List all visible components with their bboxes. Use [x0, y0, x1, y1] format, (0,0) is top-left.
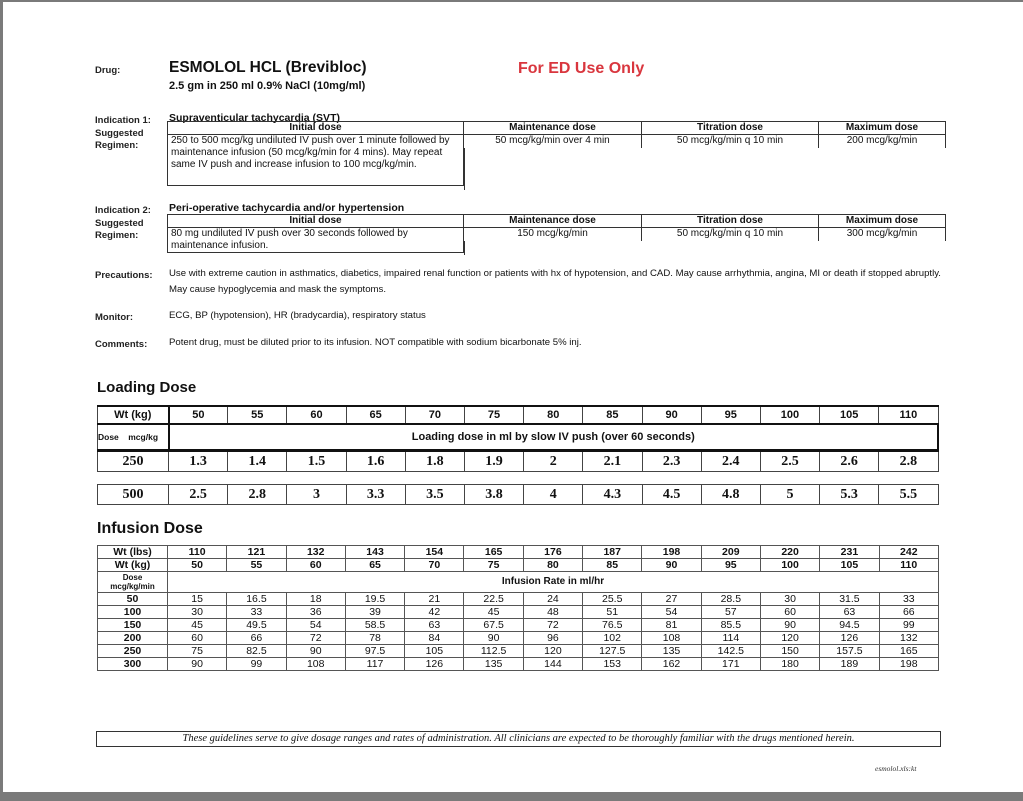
- rate-cell: 72: [286, 632, 345, 645]
- rate-cell: 19.5: [345, 593, 404, 606]
- rate-cell: 39: [345, 606, 404, 619]
- rate-cell: 33: [227, 606, 286, 619]
- rate-cell: 85.5: [701, 619, 760, 632]
- lbs-cell: 143: [345, 546, 404, 559]
- rate-cell: 31.5: [820, 593, 879, 606]
- rate-cell: 112.5: [464, 645, 523, 658]
- rate-cell: 162: [642, 658, 701, 671]
- rate-cell: 108: [286, 658, 345, 671]
- rate-cell: 45: [168, 619, 227, 632]
- value-cell: 4.8: [701, 485, 760, 505]
- value-cell: 2: [524, 451, 583, 472]
- infusion-row: [98, 658, 939, 671]
- value-cell: 4.5: [642, 485, 701, 505]
- rate-cell: 99: [879, 619, 938, 632]
- rate-cell: 58.5: [345, 619, 404, 632]
- rate-cell: 28.5: [701, 593, 760, 606]
- drug-label: Drug:: [95, 65, 121, 76]
- rate-cell: 108: [642, 632, 701, 645]
- rate-cell: 82.5: [227, 645, 286, 658]
- indication-1-labels: [95, 115, 151, 153]
- rate-cell: 84: [405, 632, 464, 645]
- rate-cell: 97.5: [345, 645, 404, 658]
- rate-cell: 135: [464, 658, 523, 671]
- col-maximum-dose: Maximum dose: [819, 122, 946, 135]
- dose-unit: mcg/kg: [128, 432, 159, 442]
- value-cell: 2.8: [879, 451, 938, 472]
- indication-1-title: Supraventicular tachycardia (SVT): [169, 112, 340, 124]
- monitor-label: Monitor:: [95, 312, 133, 323]
- lbs-cell: 187: [583, 546, 642, 559]
- value-cell: 3.8: [464, 485, 523, 505]
- rate-cell: 75: [168, 645, 227, 658]
- rate-cell: 48: [523, 606, 582, 619]
- infusion-row: [98, 645, 939, 658]
- value-cell: 1.6: [346, 451, 405, 472]
- weight-cell: 80: [524, 406, 583, 424]
- rate-cell: 21: [405, 593, 464, 606]
- value-cell: 5.3: [820, 485, 879, 505]
- weight-cell: 70: [405, 406, 464, 424]
- weight-cell: 110: [879, 406, 938, 424]
- rate-cell: 15: [168, 593, 227, 606]
- rate-cell: 114: [701, 632, 760, 645]
- drug-concentration: 2.5 gm in 250 ml 0.9% NaCl (10mg/ml): [169, 80, 366, 92]
- loading-caption: Loading dose in ml by slow IV push (over 60 seconds): [169, 424, 939, 451]
- value-cell: 3.3: [346, 485, 405, 505]
- rate-cell: 90: [464, 632, 523, 645]
- rate-cell: 90: [168, 658, 227, 671]
- col-initial-dose: Initial dose: [168, 122, 464, 135]
- initial-dose-value: 250 to 500 mcg/kg undiluted IV push over 1 minute followed by maintenance infusion (50 mcg/kg/min for 4 mins). May repeat same IV push and increase infusion to 100 mcg/kg/min.: [168, 135, 464, 186]
- rate-cell: 132: [879, 632, 938, 645]
- comments-text: Potent drug, must be diluted prior to its infusion. NOT compatible with sodium bicarbonate 5% inj.: [169, 337, 582, 348]
- rate-cell: 24: [523, 593, 582, 606]
- dose-cell: 100: [98, 606, 168, 619]
- rate-cell: 81: [642, 619, 701, 632]
- weight-cell: 90: [642, 406, 701, 424]
- lbs-cell: 220: [760, 546, 819, 559]
- rate-cell: 30: [168, 606, 227, 619]
- kg-row: [98, 559, 939, 572]
- weight-cell: 55: [228, 406, 287, 424]
- rate-cell: 78: [345, 632, 404, 645]
- rate-cell: 126: [820, 632, 879, 645]
- lbs-cell: 231: [820, 546, 879, 559]
- value-cell: 5.5: [879, 485, 938, 505]
- initial-dose-value: 80 mg undiluted IV push over 30 seconds followed by maintenance infusion.: [168, 228, 464, 253]
- regimen-mask: [464, 148, 951, 190]
- rate-cell: 66: [227, 632, 286, 645]
- value-cell: 4: [524, 485, 583, 505]
- rate-cell: 54: [286, 619, 345, 632]
- lbs-row: [98, 546, 939, 559]
- dose-cell: 50: [98, 593, 168, 606]
- rate-cell: 144: [523, 658, 582, 671]
- rate-cell: 135: [642, 645, 701, 658]
- rate-cell: 36: [286, 606, 345, 619]
- dose-cell: 150: [98, 619, 168, 632]
- wt-lbs-label: Wt (lbs): [98, 546, 168, 559]
- kg-cell: 50: [168, 559, 227, 572]
- weight-cell: 95: [701, 406, 760, 424]
- col-maintenance-dose: Maintenance dose: [464, 122, 642, 135]
- document-page: [3, 2, 1023, 792]
- rate-cell: 120: [760, 632, 819, 645]
- file-name: esmolol.xls:kt: [875, 764, 917, 773]
- indication-1-label: Indication 1:: [95, 115, 151, 126]
- rate-cell: 27: [642, 593, 701, 606]
- precautions-label: Precautions:: [95, 270, 153, 281]
- value-cell: 2.5: [169, 485, 228, 505]
- kg-cell: 110: [879, 559, 938, 572]
- value-cell: 1.9: [464, 451, 523, 472]
- value-cell: 2.1: [583, 451, 642, 472]
- infusion-dose-table: [97, 545, 939, 671]
- rate-cell: 22.5: [464, 593, 523, 606]
- rate-cell: 49.5: [227, 619, 286, 632]
- rate-cell: 189: [820, 658, 879, 671]
- weight-cell: 105: [820, 406, 879, 424]
- spacer-row: [98, 472, 939, 485]
- regimen-header-row: [168, 122, 946, 135]
- rate-cell: 67.5: [464, 619, 523, 632]
- kg-cell: 75: [464, 559, 523, 572]
- rate-cell: 117: [345, 658, 404, 671]
- lbs-cell: 110: [168, 546, 227, 559]
- value-cell: 1.8: [405, 451, 464, 472]
- disclaimer-box: These guidelines serve to give dosage ranges and rates of administration. All clinicians are expected to be thoroughly familiar with the drugs mentioned herein.: [96, 731, 941, 747]
- value-cell: 1.4: [228, 451, 287, 472]
- regimen-mask: [464, 241, 951, 255]
- titration-dose-value: 50 mcg/kg/min q 10 min: [642, 135, 819, 186]
- rate-cell: 99: [227, 658, 286, 671]
- rate-cell: 16.5: [227, 593, 286, 606]
- rate-cell: 96: [523, 632, 582, 645]
- infusion-row: [98, 619, 939, 632]
- maximum-dose-value: 300 mcg/kg/min: [819, 228, 946, 253]
- kg-cell: 100: [760, 559, 819, 572]
- indication-2-label: Indication 2:: [95, 205, 151, 216]
- loading-dose-table: [97, 405, 939, 505]
- suggested-label: Suggested: [95, 217, 144, 229]
- rate-cell: 63: [820, 606, 879, 619]
- lbs-cell: 165: [464, 546, 523, 559]
- rate-cell: 90: [760, 619, 819, 632]
- caption-row: [98, 572, 939, 593]
- dose-cell: 200: [98, 632, 168, 645]
- drug-name: ESMOLOL HCL (Brevibloc): [169, 59, 367, 76]
- lbs-cell: 209: [701, 546, 760, 559]
- dose-cell: 300: [98, 658, 168, 671]
- rate-cell: 157.5: [820, 645, 879, 658]
- rate-cell: 198: [879, 658, 938, 671]
- col-titration-dose: Titration dose: [642, 122, 819, 135]
- comments-label: Comments:: [95, 339, 148, 350]
- value-cell: 3.5: [405, 485, 464, 505]
- value-cell: 1.5: [287, 451, 346, 472]
- dose-cell: 250: [98, 451, 169, 472]
- kg-cell: 105: [820, 559, 879, 572]
- dose-cell: 500: [98, 485, 169, 505]
- rate-cell: 142.5: [701, 645, 760, 658]
- rate-cell: 126: [405, 658, 464, 671]
- value-cell: 2.8: [228, 485, 287, 505]
- lbs-cell: 154: [405, 546, 464, 559]
- kg-cell: 65: [345, 559, 404, 572]
- weight-row: [98, 406, 939, 424]
- maximum-dose-value: 200 mcg/kg/min: [819, 135, 946, 186]
- value-cell: 2.5: [760, 451, 819, 472]
- rate-cell: 60: [168, 632, 227, 645]
- value-cell: 4.3: [583, 485, 642, 505]
- col-maintenance-dose: Maintenance dose: [464, 215, 642, 228]
- kg-cell: 70: [405, 559, 464, 572]
- monitor-text: ECG, BP (hypotension), HR (bradycardia), respiratory status: [169, 310, 426, 321]
- col-titration-dose: Titration dose: [642, 215, 819, 228]
- maintenance-dose-value: 50 mcg/kg/min over 4 min: [464, 135, 642, 186]
- spacer: [98, 472, 939, 485]
- dose-unit: mcg/kg/min: [110, 582, 155, 591]
- col-initial-dose: Initial dose: [168, 215, 464, 228]
- rate-cell: 45: [464, 606, 523, 619]
- caption-row: [98, 424, 939, 451]
- loading-row: [98, 451, 939, 472]
- weight-cell: 60: [287, 406, 346, 424]
- rate-cell: 120: [523, 645, 582, 658]
- regimen-header-row: [168, 215, 946, 228]
- rate-cell: 94.5: [820, 619, 879, 632]
- rate-cell: 76.5: [583, 619, 642, 632]
- rate-cell: 127.5: [583, 645, 642, 658]
- kg-cell: 85: [583, 559, 642, 572]
- wt-kg-label: Wt (kg): [98, 559, 168, 572]
- weight-cell: 100: [760, 406, 819, 424]
- col-maximum-dose: Maximum dose: [819, 215, 946, 228]
- rate-cell: 54: [642, 606, 701, 619]
- loading-dose-title: Loading Dose: [97, 379, 197, 396]
- regimen-label: Regimen:: [95, 230, 139, 241]
- titration-dose-value: 50 mcg/kg/min q 10 min: [642, 228, 819, 253]
- rate-cell: 102: [583, 632, 642, 645]
- rate-cell: 63: [405, 619, 464, 632]
- rate-cell: 165: [879, 645, 938, 658]
- loading-row: [98, 485, 939, 505]
- kg-cell: 90: [642, 559, 701, 572]
- lbs-cell: 132: [286, 546, 345, 559]
- value-cell: 2.4: [701, 451, 760, 472]
- rate-cell: 180: [760, 658, 819, 671]
- value-cell: 1.3: [169, 451, 228, 472]
- wt-kg-label: Wt (kg): [98, 406, 169, 424]
- indication-2-labels: [95, 205, 151, 243]
- weight-cell: 65: [346, 406, 405, 424]
- rate-cell: 30: [760, 593, 819, 606]
- rate-cell: 153: [583, 658, 642, 671]
- rate-cell: 90: [286, 645, 345, 658]
- rate-cell: 57: [701, 606, 760, 619]
- value-cell: 5: [760, 485, 819, 505]
- infusion-row: [98, 632, 939, 645]
- dose-cell: 250: [98, 645, 168, 658]
- rate-cell: 60: [760, 606, 819, 619]
- infusion-dose-title: Infusion Dose: [97, 520, 203, 537]
- rate-cell: 51: [583, 606, 642, 619]
- lbs-cell: 198: [642, 546, 701, 559]
- weight-cell: 85: [583, 406, 642, 424]
- rate-cell: 42: [405, 606, 464, 619]
- infusion-row: [98, 606, 939, 619]
- rate-cell: 105: [405, 645, 464, 658]
- kg-cell: 60: [286, 559, 345, 572]
- indication-2-title: Peri-operative tachycardia and/or hypertension: [169, 202, 405, 214]
- rate-cell: 18: [286, 593, 345, 606]
- rate-cell: 66: [879, 606, 938, 619]
- dose-unit-label: [98, 424, 169, 451]
- rate-cell: 25.5: [583, 593, 642, 606]
- infusion-row: [98, 593, 939, 606]
- infusion-caption: Infusion Rate in ml/hr: [168, 572, 939, 593]
- value-cell: 3: [287, 485, 346, 505]
- kg-cell: 55: [227, 559, 286, 572]
- kg-cell: 80: [523, 559, 582, 572]
- dose-unit-label: [98, 572, 168, 593]
- maintenance-dose-value: 150 mcg/kg/min: [464, 228, 642, 253]
- regimen-label: Regimen:: [95, 140, 139, 151]
- weight-cell: 50: [169, 406, 228, 424]
- lbs-cell: 242: [879, 546, 938, 559]
- suggested-label: Suggested: [95, 127, 144, 139]
- rate-cell: 72: [523, 619, 582, 632]
- rate-cell: 33: [879, 593, 938, 606]
- kg-cell: 95: [701, 559, 760, 572]
- rate-cell: 150: [760, 645, 819, 658]
- value-cell: 2.6: [820, 451, 879, 472]
- lbs-cell: 176: [523, 546, 582, 559]
- precautions-text: Use with extreme caution in asthmatics, diabetics, impaired renal function or patients with hx of hypotension, and CAD. May cause arrhythmia, angina, MI or death if stopped abruptly. May cause hypoglycemia and mask the symptoms.: [169, 268, 941, 295]
- dose-label: Dose: [122, 573, 143, 582]
- value-cell: 2.3: [642, 451, 701, 472]
- lbs-cell: 121: [227, 546, 286, 559]
- dose-label: Dose: [98, 432, 119, 442]
- rate-cell: 171: [701, 658, 760, 671]
- ed-use-notice: For ED Use Only: [518, 60, 645, 77]
- weight-cell: 75: [464, 406, 523, 424]
